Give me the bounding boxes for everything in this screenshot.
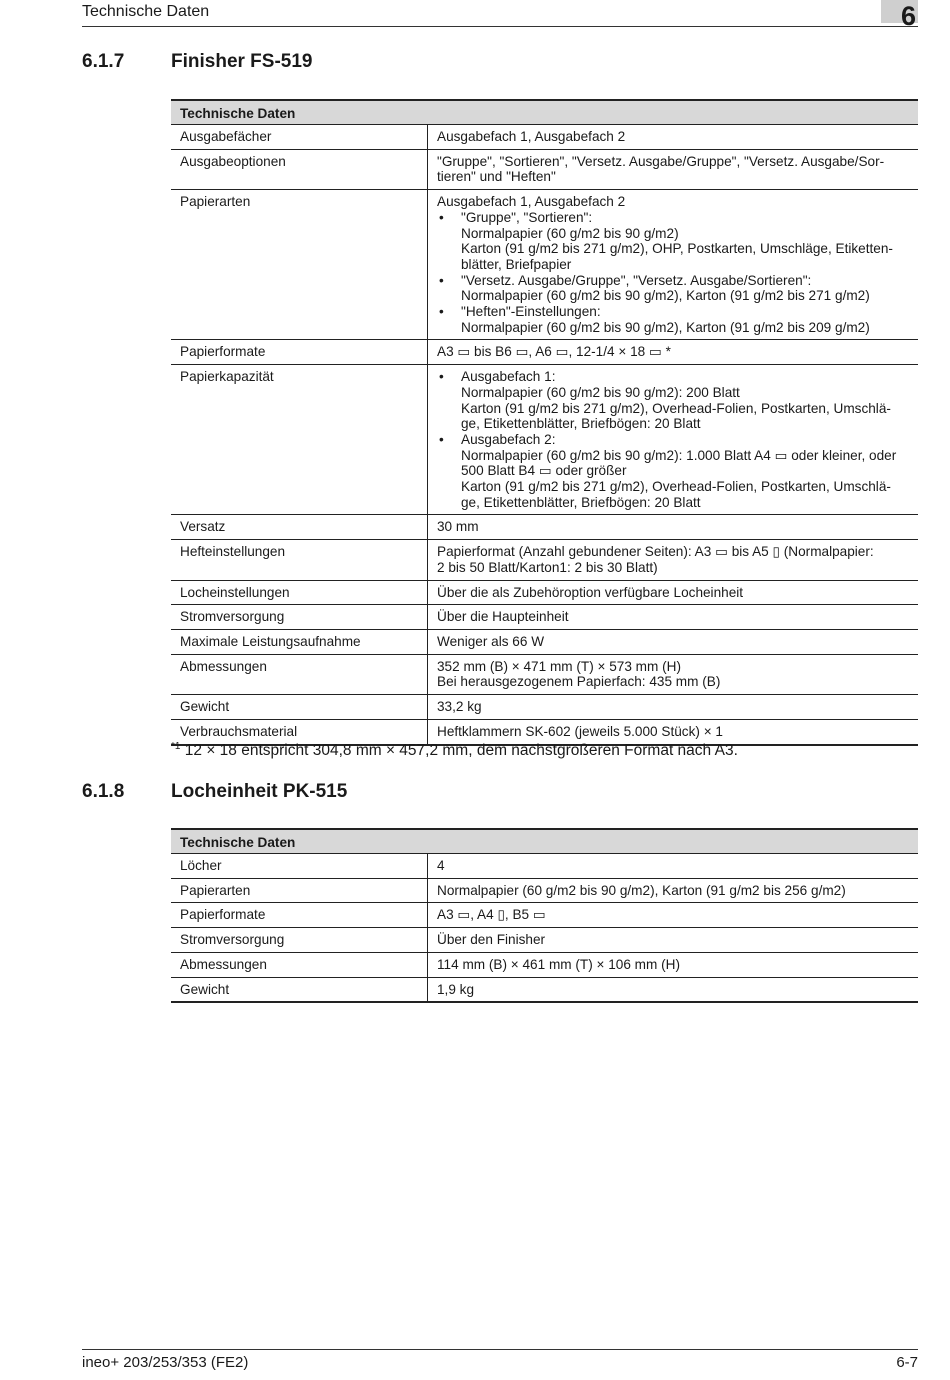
footnote-text: 12 × 18 entspricht 304,8 mm × 457,2 mm, dem nächstgrößeren Format nach A3. xyxy=(184,742,738,759)
table-row xyxy=(171,580,918,605)
table-header: Technische Daten xyxy=(171,829,918,854)
row-label: Ausgabefächer xyxy=(171,125,428,150)
row-value xyxy=(428,365,919,515)
table-row xyxy=(171,365,918,515)
table-row xyxy=(171,340,918,365)
row-value: Ausgabefach 1, Ausgabefach 2 xyxy=(428,125,919,150)
row-label: Abmessungen xyxy=(171,654,428,694)
row-label: Stromversorgung xyxy=(171,928,428,953)
table-row xyxy=(171,903,918,928)
header-title: Technische Daten xyxy=(82,3,210,20)
value-line: ge, Etikettenblätter, Briefbögen: 20 Blatt xyxy=(461,494,701,510)
row-label: Hefteinstellungen xyxy=(171,540,428,580)
value-line: Karton (91 g/m2 bis 271 g/m2), Overhead-Folien, Postkarten, Umschlä- xyxy=(461,400,891,416)
page-header xyxy=(82,3,918,27)
value-line: Ausgabefach 1, Ausgabefach 2 xyxy=(437,194,626,210)
bullet-item: • "Versetz. Ausgabe/Gruppe", "Versetz. Ausgabe/Sortieren": xyxy=(437,273,909,289)
bullet-item: • "Gruppe", "Sortieren": xyxy=(437,210,909,226)
table-row xyxy=(171,977,918,1002)
row-value: A3 ▭, A4 ▯, B5 ▭ xyxy=(428,903,919,928)
row-value: Über die als Zubehöroption verfügbare Locheinheit xyxy=(428,580,919,605)
table-row xyxy=(171,654,918,694)
row-label: Papierformate xyxy=(171,903,428,928)
row-label: Gewicht xyxy=(171,977,428,1002)
table-row xyxy=(171,605,918,630)
value-line: 2 bis 50 Blatt/Karton1: 2 bis 30 Blatt) xyxy=(437,559,658,575)
value-line: "Gruppe", "Sortieren", "Versetz. Ausgabe/Gruppe", "Versetz. Ausgabe/Sor- xyxy=(437,153,885,169)
row-value xyxy=(428,654,919,694)
row-label: Papierarten xyxy=(171,190,428,340)
value-line: Karton (91 g/m2 bis 271 g/m2), OHP, Postkarten, Umschläge, Etiketten- xyxy=(461,241,893,257)
value-line: ge, Etikettenblätter, Briefbögen: 20 Blatt xyxy=(461,416,701,432)
row-value: Heftklammern SK-602 (jeweils 5.000 Stück) × 1 xyxy=(428,719,919,744)
value-line: Normalpapier (60 g/m2 bis 90 g/m2) xyxy=(461,225,679,241)
value-line: Bei herausgezogenem Papierfach: 435 mm (B) xyxy=(437,674,721,690)
row-value: 33,2 kg xyxy=(428,695,919,720)
table-header-row xyxy=(171,829,918,854)
footnote-mark: *1 xyxy=(171,741,181,752)
row-value: Über den Finisher xyxy=(428,928,919,953)
footer-model: ineo+ 203/253/353 (FE2) xyxy=(82,1354,249,1371)
value-line: Karton (91 g/m2 bis 271 g/m2), Overhead-Folien, Postkarten, Umschlä- xyxy=(461,479,891,495)
footer-page-number: 6-7 xyxy=(896,1354,918,1371)
row-label: Papierarten xyxy=(171,878,428,903)
value-line: tieren" und "Heften" xyxy=(437,169,556,185)
chapter-tab xyxy=(881,0,918,31)
table-row xyxy=(171,190,918,340)
row-label: Papierkapazität xyxy=(171,365,428,515)
row-value: A3 ▭ bis B6 ▭, A6 ▭, 12-1/4 × 18 ▭ * xyxy=(428,340,919,365)
row-value: 4 xyxy=(428,854,919,879)
table-row xyxy=(171,719,918,744)
finisher-spec-table xyxy=(171,99,918,746)
row-value: 30 mm xyxy=(428,515,919,540)
table-row xyxy=(171,629,918,654)
table-row xyxy=(171,695,918,720)
row-label: Löcher xyxy=(171,854,428,879)
table-row xyxy=(171,952,918,977)
section-heading-locheinheit xyxy=(82,781,347,803)
value-line: Normalpapier (60 g/m2 bis 90 g/m2): 200 Blatt xyxy=(461,384,740,400)
row-value xyxy=(428,190,919,340)
table-row xyxy=(171,515,918,540)
value-line: 500 Blatt B4 ▭ oder größer xyxy=(461,463,627,479)
footnote xyxy=(171,742,738,760)
row-label: Versatz xyxy=(171,515,428,540)
bullet-item: • Ausgabefach 2: xyxy=(437,432,909,448)
row-label: Maximale Leistungsaufnahme xyxy=(171,629,428,654)
page-footer xyxy=(82,1349,918,1380)
locheinheit-spec-table xyxy=(171,828,918,1003)
value-line: Papierformat (Anzahl gebundener Seiten): A3 ▭ bis A5 ▯ (Normalpapier: xyxy=(437,544,874,560)
row-label: Stromversorgung xyxy=(171,605,428,630)
row-value xyxy=(428,540,919,580)
row-value: Normalpapier (60 g/m2 bis 90 g/m2), Karton (91 g/m2 bis 256 g/m2) xyxy=(428,878,919,903)
table-row xyxy=(171,125,918,150)
table-row xyxy=(171,854,918,879)
row-label: Papierformate xyxy=(171,340,428,365)
section-title: Finisher FS-519 xyxy=(171,51,313,72)
table-row xyxy=(171,878,918,903)
table-header-row xyxy=(171,100,918,125)
table-row xyxy=(171,540,918,580)
value-line: Normalpapier (60 g/m2 bis 90 g/m2), Karton (91 g/m2 bis 209 g/m2) xyxy=(461,319,870,335)
section-number: 6.1.7 xyxy=(82,51,125,72)
value-line: 352 mm (B) × 471 mm (T) × 573 mm (H) xyxy=(437,658,681,674)
table-row xyxy=(171,149,918,189)
table-header: Technische Daten xyxy=(171,100,918,125)
row-value: 1,9 kg xyxy=(428,977,919,1002)
value-line: Normalpapier (60 g/m2 bis 90 g/m2), Karton (91 g/m2 bis 271 g/m2) xyxy=(461,288,870,304)
value-line: Normalpapier (60 g/m2 bis 90 g/m2): 1.000 Blatt A4 ▭ oder kleiner, oder xyxy=(461,447,897,463)
value-line: blätter, Briefpapier xyxy=(461,256,572,272)
bullet-item: • Ausgabefach 1: xyxy=(437,369,909,385)
bullet-item: • "Heften"-Einstellungen: xyxy=(437,304,909,320)
section-number: 6.1.8 xyxy=(82,781,125,802)
section-title: Locheinheit PK-515 xyxy=(171,781,348,802)
row-value: Weniger als 66 W xyxy=(428,629,919,654)
row-label: Verbrauchsmaterial xyxy=(171,719,428,744)
row-label: Abmessungen xyxy=(171,952,428,977)
table-row xyxy=(171,928,918,953)
row-label: Ausgabeoptionen xyxy=(171,149,428,189)
row-label: Gewicht xyxy=(171,695,428,720)
row-value xyxy=(428,149,919,189)
row-value: 114 mm (B) × 461 mm (T) × 106 mm (H) xyxy=(428,952,919,977)
section-heading-finisher xyxy=(82,51,313,73)
row-label: Locheinstellungen xyxy=(171,580,428,605)
row-value: Über die Haupteinheit xyxy=(428,605,919,630)
chapter-number: 6 xyxy=(900,1,916,31)
